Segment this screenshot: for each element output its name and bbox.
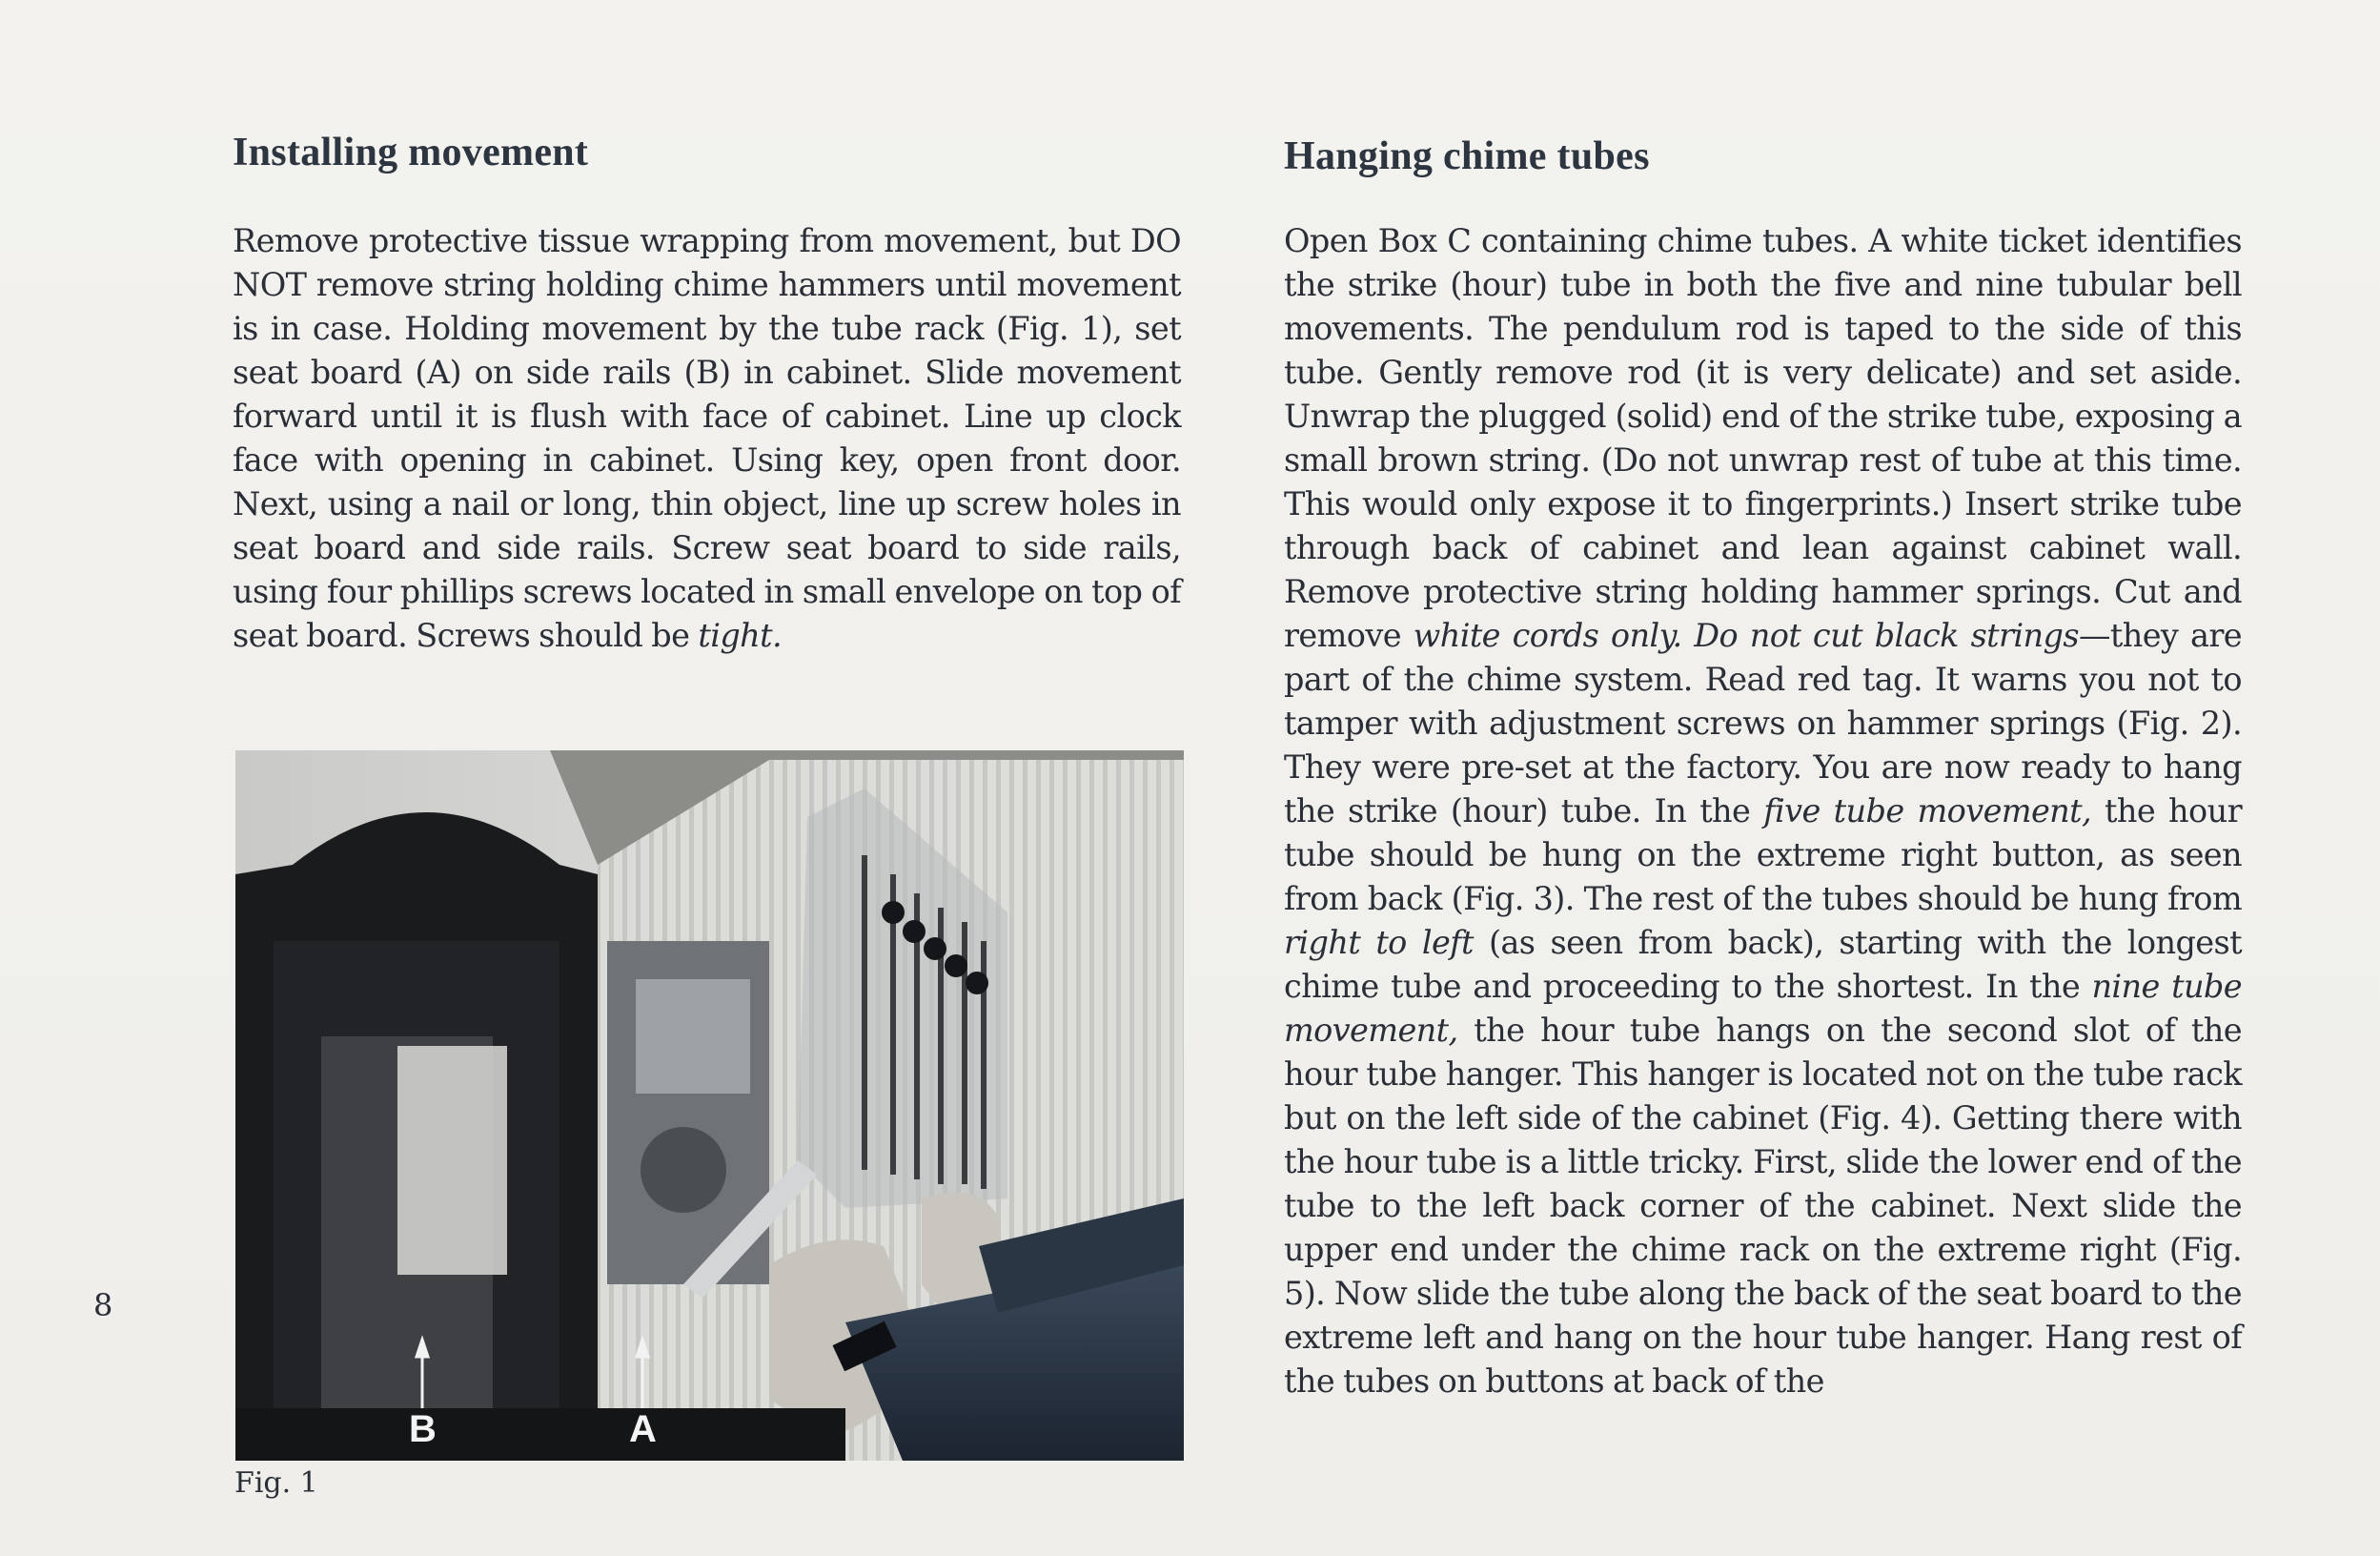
right-column: [1284, 124, 2242, 1400]
installing-movement-text-run: tight.: [698, 617, 783, 654]
figure-1-photo: [235, 750, 1184, 1461]
section-heading-hanging-chime-tubes: Hanging chime tubes: [1284, 134, 1650, 178]
hanging-chime-tubes-paragraph: [1284, 219, 2242, 1403]
hanging-chime-tubes-text-run: white cords only. Do not cut black strings: [1413, 617, 2079, 654]
left-column: [233, 124, 1181, 654]
hanging-chime-tubes-text-run: (as seen from back), starting with the longest chime tube and proceeding to the shortest. In the: [1284, 924, 2242, 1005]
label-b: B: [409, 1408, 437, 1450]
section-heading-installing-movement: Installing movement: [233, 131, 589, 174]
hanging-chime-tubes-text-run: Open Box C containing chime tubes. A white ticket identifies the strike (hour) tube in both the five and nine tubular bell movements. The pendulum rod is taped to the side of this tube. Gently remove rod (it is very delicate) and set aside. Unwrap the plugged (solid) end of the strike tube, exposing a small brown string. (Do not unwrap rest of tube at this time. This would only expose it to fingerprints.) Insert strike tube through back of cabinet and lean against cabinet wall. Remove protective string holding hammer springs. Cut and remove: [1284, 222, 2242, 654]
label-a: A: [629, 1408, 657, 1450]
hanging-chime-tubes-text-run: —they are part of the chime system. Read red tag. It warns you not to tamper with adjustment screws on hammer springs (Fig. 2). They were pre-set at the factory. You are now ready to hang the strike (hour) tube. In the: [1284, 617, 2242, 829]
hanging-chime-tubes-text-run: nine tube movement,: [1284, 968, 2242, 1049]
hanging-chime-tubes-text-run: the hour tube hangs on the second slot of the hour tube hanger. This hanger is located not on the tube rack but on the left side of the cabinet (Fig. 4). Getting there with the hour tube is a little tricky. First, slide the lower end of the tube to the left back corner of the cabinet. Next slide the upper end under the chime rack on the extreme right (Fig. 5). Now slide the tube along the back of the seat board to the extreme left and hang on the hour tube hanger. Hang rest of the tubes on buttons at back of the: [1284, 1012, 2242, 1400]
hanging-chime-tubes-text-run: right to left: [1284, 924, 1474, 961]
figure-caption: Fig. 1: [234, 1466, 318, 1500]
clock-movement-photo: [235, 750, 1184, 1461]
installing-movement-paragraph: [233, 219, 1181, 658]
installing-movement-text-run: Remove protective tissue wrapping from movement, but DO NOT remove string holding chime hammers until movement is in case. Holding movement by the tube rack (Fig. 1), set seat board (A) on side rails (B) in cabinet. Slide movement forward until it is flush with face of cabinet. Line up clock face with opening in cabinet. Using key, open front door. Next, using a nail or long, thin object, line up screw holes in seat board and side rails. Screw seat board to side rails, using four phillips screws located in small envelope on top of seat board. Screws should be: [233, 222, 1181, 654]
page-number: 8: [93, 1287, 113, 1323]
hanging-chime-tubes-text-run: the hour tube should be hung on the extreme right button, as seen from back (Fig. 3). The rest of the tubes should be hung from: [1284, 792, 2242, 917]
hanging-chime-tubes-text-run: five tube movement,: [1763, 792, 2092, 829]
